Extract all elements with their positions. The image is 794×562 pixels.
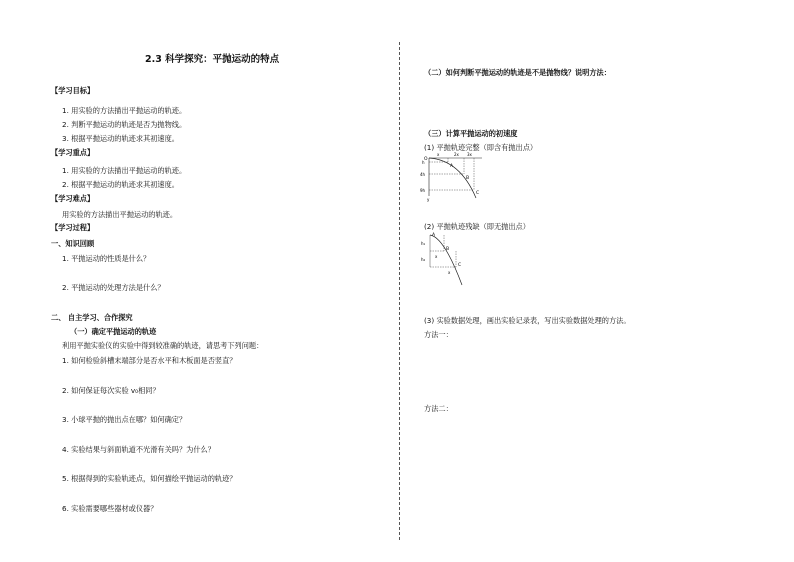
column-divider [399,42,400,540]
axis-tick-label: 2x [454,152,459,157]
point-label: C [458,263,462,268]
point-label: C [476,191,480,196]
trajectory-figure-complete [418,152,498,204]
explore-heading: 二、 自主学习、合作探究 [51,313,133,322]
method-one-label: 方法一： [424,330,453,339]
case-one-label: (1) 平抛轨迹完整（即含有抛出点） [424,143,538,152]
explore-question: 5. 根据得到的实验轨迹点，如何描绘平抛运动的轨迹？ [62,474,237,483]
case-two-label: (2) 平抛轨迹残缺（即无抛出点） [424,222,530,231]
goal-item: 2. 判断平抛运动的轨迹是否为抛物线。 [62,120,187,129]
point-label: A [450,164,454,169]
axis-tick-label: x [437,152,440,157]
point-label: A [432,233,436,238]
keypoint-item: 2. 根据平抛运动的轨迹求其初速度。 [62,180,179,189]
height-label: h₁ [421,241,426,246]
distance-label: x [435,254,438,259]
difficulty-text: 用实验的方法描出平抛运动的轨迹。 [62,210,178,219]
review-question: 1. 平抛运动的性质是什么？ [62,254,151,263]
point-label: B [446,247,450,252]
explore-question: 2. 如何保证每次实验 v₀相同？ [62,386,160,395]
keypoints-heading: 【学习重点】 [51,148,95,157]
goals-heading: 【学习目标】 [51,86,95,95]
axis-tick-label: 9h [420,188,426,193]
method-two-label: 方法二： [424,404,453,413]
explore-question: 1. 如何检验斜槽末端部分是否水平和木板面是否竖直？ [62,356,237,365]
axis-tick-label: 3x [467,152,472,157]
trajectory-figure-incomplete [418,231,478,289]
review-heading: 一、知识回顾 [51,239,95,248]
explore-question: 3. 小球平抛的抛出点在哪？如何确定？ [62,415,187,424]
page-title: 2.3 科学探究：平抛运动的特点 [145,54,280,65]
process-heading: 【学习过程】 [51,223,95,232]
axis-tick-label: 4h [420,172,426,177]
case-three-label: (3) 实验数据处理，画出实验记录表，写出实验数据处理的方法。 [424,316,631,325]
axis-y-label: y [427,197,430,202]
goal-item: 1. 用实验的方法描出平抛运动的轨迹。 [62,106,187,115]
review-question: 2. 平抛运动的处理方法是什么？ [62,283,165,292]
difficulty-heading: 【学习难点】 [51,194,95,203]
distance-label: x [448,270,451,275]
section-two-heading: （二）如何判断平抛运动的轨迹是不是抛物线？说明方法： [424,68,611,77]
height-label: h₂ [421,257,426,262]
axis-tick-label: h [422,160,425,165]
point-label: B [466,176,470,181]
goal-item: 3. 根据平抛运动的轨迹求其初速度。 [62,134,179,143]
explore-question: 4. 实验结果与斜面轨道不光滑有关吗？为什么？ [62,445,215,454]
section-three-heading: （三）计算平抛运动的初速度 [424,129,518,138]
explore-subheading: （一）确定平抛运动的轨迹 [70,327,157,336]
explore-intro: 利用平抛实验仪的实验中得到较准确的轨迹，请思考下列问题： [62,341,264,350]
explore-question: 6. 实验需要哪些器材或仪器？ [62,504,158,513]
keypoint-item: 1. 用实验的方法描出平抛运动的轨迹。 [62,166,187,175]
axis-origin-label: O [424,157,428,162]
